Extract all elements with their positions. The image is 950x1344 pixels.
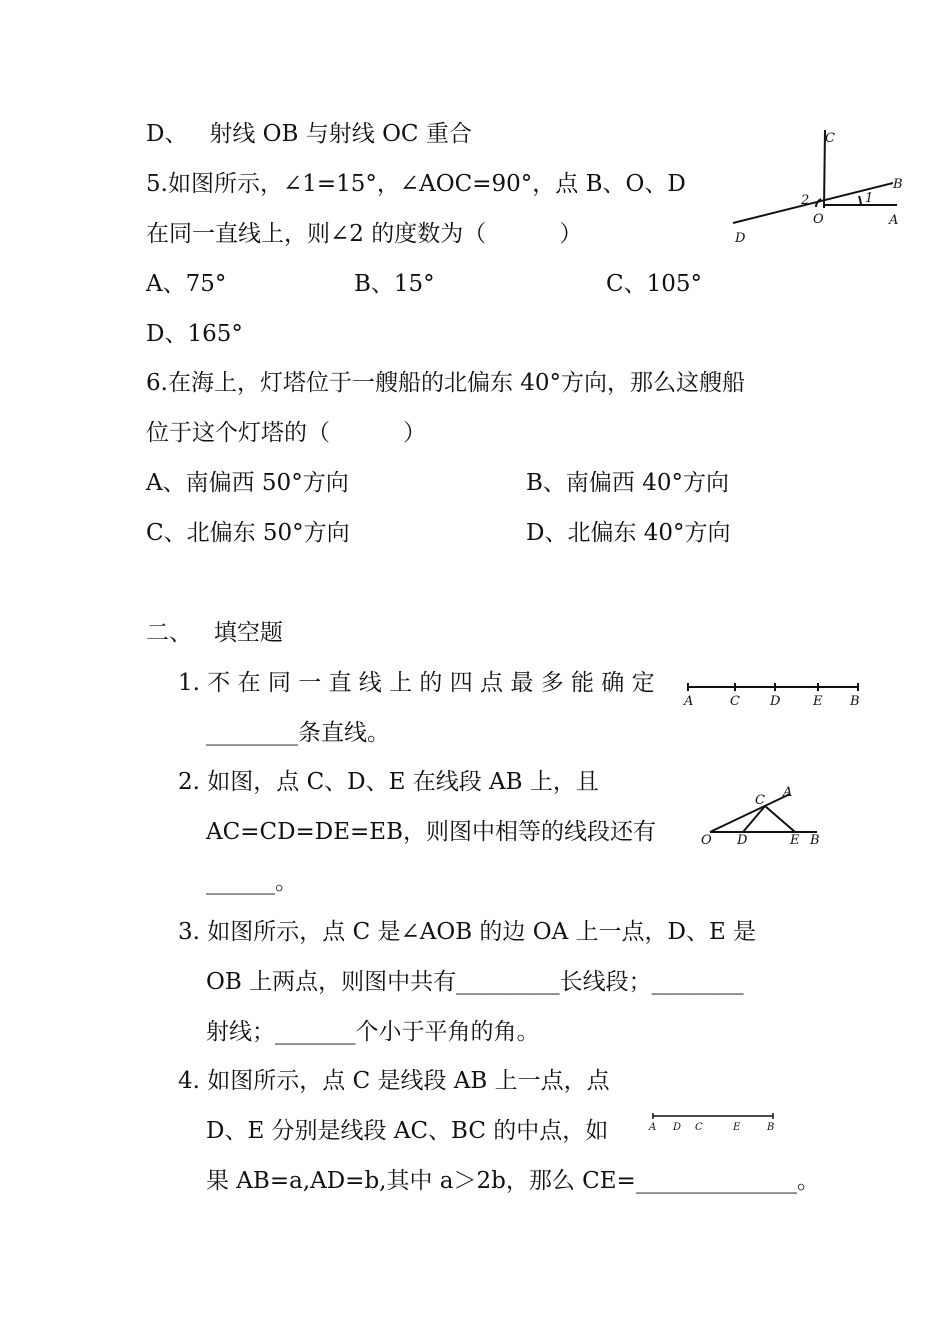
fill3-line3: 射线；_______个小于平角的角。	[206, 1019, 540, 1045]
fill1-label-e: E	[813, 694, 823, 709]
q5-label-n2: 2	[801, 193, 810, 208]
fill3-line2: OB 上两点，则图中共有_________长线段；________	[206, 969, 744, 995]
fill4-label-a: A	[649, 1122, 657, 1133]
fill1-line1: 1. 不 在 同 一 直 线 上 的 四 点 最 多 能 确 定	[178, 670, 655, 696]
fill2-label-d: D	[737, 833, 748, 848]
q5-label-b: B	[893, 177, 903, 192]
fill4-label-c: C	[695, 1122, 703, 1133]
q5-stem-line2: 在同一直线上，则∠2 的度数为（ ）	[146, 221, 583, 247]
q5-label-d: D	[735, 231, 746, 246]
q5-stem-line1: 5.如图所示，∠1=15°，∠AOC=90°，点 B、O、D	[146, 171, 686, 197]
fill2-label-a: A	[783, 785, 793, 800]
q4-option-d: D、 射线 OB 与射线 OC 重合	[146, 121, 472, 147]
q6-option-b: B、南偏西 40°方向	[526, 470, 729, 496]
fill1-label-b: B	[850, 694, 860, 709]
q5-option-c: C、105°	[606, 271, 702, 297]
fill4-label-e: E	[733, 1122, 741, 1133]
fill2-label-b: B	[810, 833, 820, 848]
fill2-label-c: C	[755, 793, 765, 808]
fill2-line2: AC=CD=DE=EB，则图中相等的线段还有	[206, 819, 656, 845]
fill2-line1: 2. 如图，点 C、D、E 在线段 AB 上，且	[178, 769, 599, 795]
section-2-title: 二、 填空题	[146, 620, 283, 646]
fill2-label-e: E	[790, 833, 800, 848]
fill1-line2: ________条直线。	[206, 720, 390, 746]
fill3-line1: 3. 如图所示，点 C 是∠AOB 的边 OA 上一点，D、E 是	[178, 919, 757, 945]
q6-stem-line2: 位于这个灯塔的（ ）	[146, 420, 427, 446]
q6-option-a: A、南偏西 50°方向	[146, 470, 349, 496]
fill2-line3: ______。	[206, 869, 298, 895]
q6-stem-line1: 6.在海上，灯塔位于一艘船的北偏东 40°方向，那么这艘船	[146, 370, 746, 396]
fill4-segment-figure	[645, 1108, 785, 1140]
fill2-label-o: O	[701, 833, 712, 848]
q5-option-b: B、15°	[354, 271, 435, 297]
fill2-angle-figure	[695, 782, 835, 852]
fill4-line2: D、E 分别是线段 AC、BC 的中点，如	[206, 1118, 609, 1144]
fill4-line3: 果 AB=a,AD=b,其中 a＞2b，那么 CE=______________。	[206, 1168, 820, 1194]
fill1-label-c: C	[730, 694, 740, 709]
fill1-label-a: A	[684, 694, 694, 709]
q5-label-a: A	[889, 213, 899, 228]
fill4-label-d: D	[673, 1122, 682, 1133]
q5-angle-figure	[725, 120, 915, 250]
fill1-label-d: D	[770, 694, 781, 709]
q6-option-d: D、北偏东 40°方向	[526, 520, 731, 546]
q6-option-c: C、北偏东 50°方向	[146, 520, 350, 546]
fill4-line1: 4. 如图所示，点 C 是线段 AB 上一点，点	[178, 1068, 610, 1094]
q5-label-n1: 1	[865, 191, 874, 206]
fill1-segment-figure	[680, 675, 870, 715]
fill4-label-b: B	[767, 1122, 775, 1133]
q5-option-d: D、165°	[146, 321, 243, 347]
q5-option-a: A、75°	[146, 271, 227, 297]
q5-label-c: C	[825, 131, 835, 146]
q5-label-o: O	[813, 212, 824, 227]
